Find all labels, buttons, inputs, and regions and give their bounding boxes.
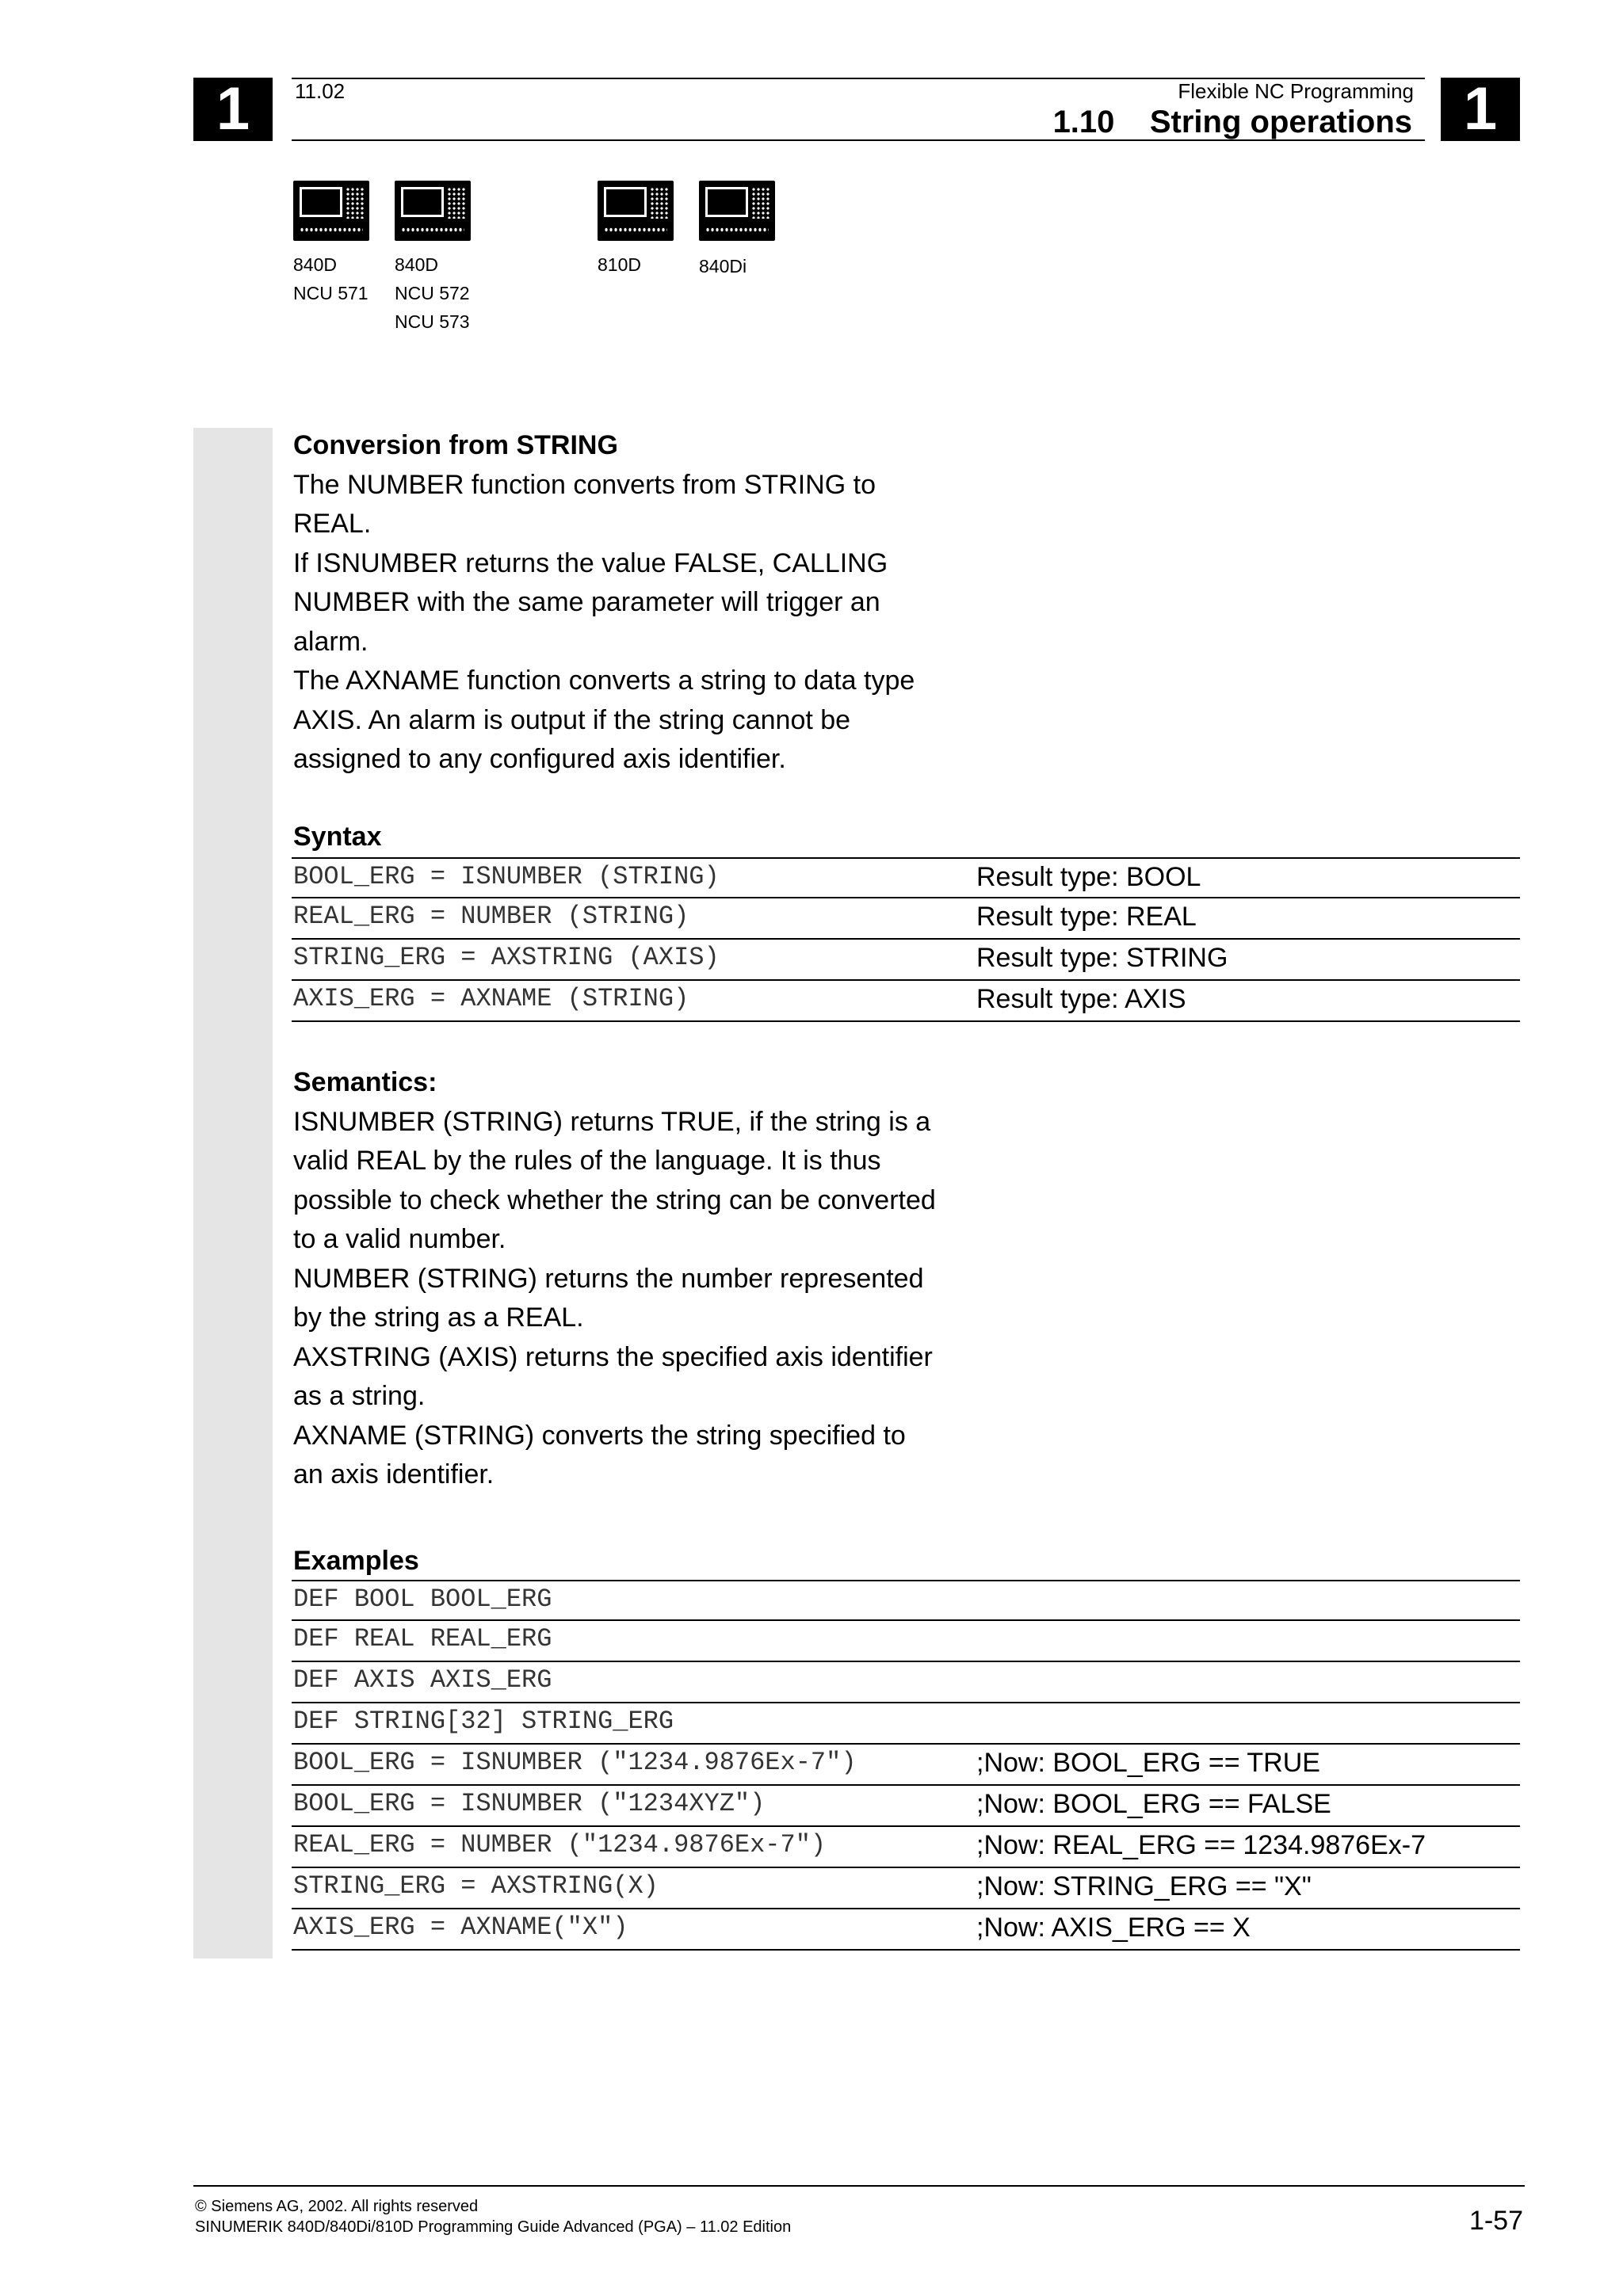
header-date: 11.02 (295, 79, 346, 103)
control-panel-icon (293, 181, 369, 241)
page-number: 1-57 (1468, 2206, 1523, 2236)
example-code: DEF STRING[32] STRING_ERG (293, 1707, 674, 1736)
syntax-code: AXIS_ERG = AXNAME (STRING) (293, 984, 689, 1013)
syntax-code: STRING_ERG = AXSTRING (AXIS) (293, 943, 720, 972)
table-row (292, 1621, 1520, 1662)
text-line: to a valid number. (293, 1224, 506, 1254)
semantics-heading: Semantics: (293, 1067, 437, 1097)
text-line: by the string as a REAL. (293, 1302, 584, 1333)
table-row (292, 857, 1520, 898)
text-line: an axis identifier. (293, 1459, 495, 1489)
syntax-table (292, 857, 1520, 1022)
text-line: If ISNUMBER returns the value FALSE, CALLING (293, 547, 888, 578)
text-line: as a string. (293, 1381, 426, 1411)
control-label: 840Di (699, 256, 747, 277)
text-line: REAL. (293, 509, 372, 539)
text-line: ISNUMBER (STRING) returns TRUE, if the string is a (293, 1106, 931, 1137)
text-line: alarm. (293, 626, 369, 657)
header-section-title: 1.10 String operations (1052, 105, 1412, 139)
footer-guide-title: SINUMERIK 840D/840Di/810D Programming Guide Advanced (PGA) – 11.02 Edition (195, 2218, 792, 2236)
control-840d-ncu571 (293, 181, 371, 307)
control-label: 840D NCU 572 NCU 573 (395, 254, 470, 332)
control-label: 810D (598, 254, 641, 275)
semantics-section (293, 1063, 959, 1495)
chapter-number: 1 (216, 75, 250, 143)
example-comment: ;Now: BOOL_ERG == TRUE (976, 1748, 1320, 1778)
table-row (292, 1786, 1520, 1827)
text-line: possible to check whether the string can be converted (293, 1184, 936, 1215)
text-line: The AXNAME function converts a string to data type (293, 666, 915, 696)
chapter-number: 1 (1463, 75, 1498, 143)
result-type: Result type: AXIS (976, 984, 1186, 1014)
table-row (292, 1827, 1520, 1868)
example-code: DEF AXIS AXIS_ERG (293, 1665, 552, 1695)
text-line: assigned to any configured axis identifier. (293, 744, 786, 774)
text-line: AXIS. An alarm is output if the string cannot be (293, 704, 851, 735)
control-panel-icon (699, 181, 775, 241)
example-code: AXIS_ERG = AXNAME("X") (293, 1913, 628, 1942)
control-840di (699, 181, 777, 280)
table-row (292, 1703, 1520, 1745)
syntax-heading: Syntax (293, 822, 382, 852)
conversion-section (293, 426, 959, 780)
example-code: DEF BOOL BOOL_ERG (293, 1585, 552, 1614)
header-bottom-rule (292, 139, 1425, 141)
result-type: Result type: BOOL (976, 862, 1201, 892)
control-panel-icon (598, 181, 674, 241)
examples-table (292, 1580, 1520, 1951)
result-type: Result type: STRING (976, 943, 1228, 973)
footer-rule (193, 2185, 1525, 2187)
table-row (292, 981, 1520, 1022)
footer-copyright: © Siemens AG, 2002. All rights reserved (195, 2198, 479, 2215)
example-code: BOOL_ERG = ISNUMBER ("1234XYZ") (293, 1789, 766, 1818)
text-line: AXSTRING (AXIS) returns the specified axis identifier (293, 1341, 933, 1372)
chapter-marker-right (1441, 75, 1520, 143)
example-comment: ;Now: AXIS_ERG == X (976, 1913, 1251, 1943)
example-comment: ;Now: BOOL_ERG == FALSE (976, 1789, 1331, 1819)
text-line: The NUMBER function converts from STRING to (293, 469, 876, 500)
text-line: NUMBER (STRING) returns the number represented (293, 1263, 924, 1294)
text-line: NUMBER with the same parameter will trigger an (293, 587, 880, 617)
table-row (292, 1580, 1520, 1621)
control-label: 840D NCU 571 (293, 254, 369, 303)
control-840d-ncu572 (395, 181, 472, 336)
control-panel-icon (395, 181, 471, 241)
text-line: AXNAME (STRING) converts the string specified to (293, 1420, 906, 1451)
chapter-marker-left (193, 75, 273, 143)
example-comment: ;Now: STRING_ERG == "X" (976, 1871, 1312, 1901)
syntax-code: REAL_ERG = NUMBER (STRING) (293, 902, 689, 931)
table-row (292, 1909, 1520, 1951)
example-comment: ;Now: REAL_ERG == 1234.9876Ex-7 (976, 1830, 1426, 1860)
example-code: STRING_ERG = AXSTRING(X) (293, 1871, 659, 1901)
text-line: valid REAL by the rules of the language. It is thus (293, 1146, 881, 1176)
example-code: DEF REAL REAL_ERG (293, 1624, 552, 1653)
result-type: Result type: REAL (976, 902, 1197, 932)
table-row (292, 1662, 1520, 1703)
margin-bar (193, 428, 273, 1958)
example-code: REAL_ERG = NUMBER ("1234.9876Ex-7") (293, 1830, 827, 1859)
conversion-heading: Conversion from STRING (293, 430, 618, 460)
table-row (292, 898, 1520, 940)
table-row (292, 1745, 1520, 1786)
control-810d (598, 181, 675, 279)
header-chapter-title: Flexible NC Programming (1178, 79, 1414, 103)
table-row (292, 1868, 1520, 1909)
example-code: BOOL_ERG = ISNUMBER ("1234.9876Ex-7") (293, 1748, 857, 1777)
examples-heading: Examples (293, 1546, 419, 1576)
syntax-code: BOOL_ERG = ISNUMBER (STRING) (293, 862, 720, 891)
table-row (292, 940, 1520, 981)
